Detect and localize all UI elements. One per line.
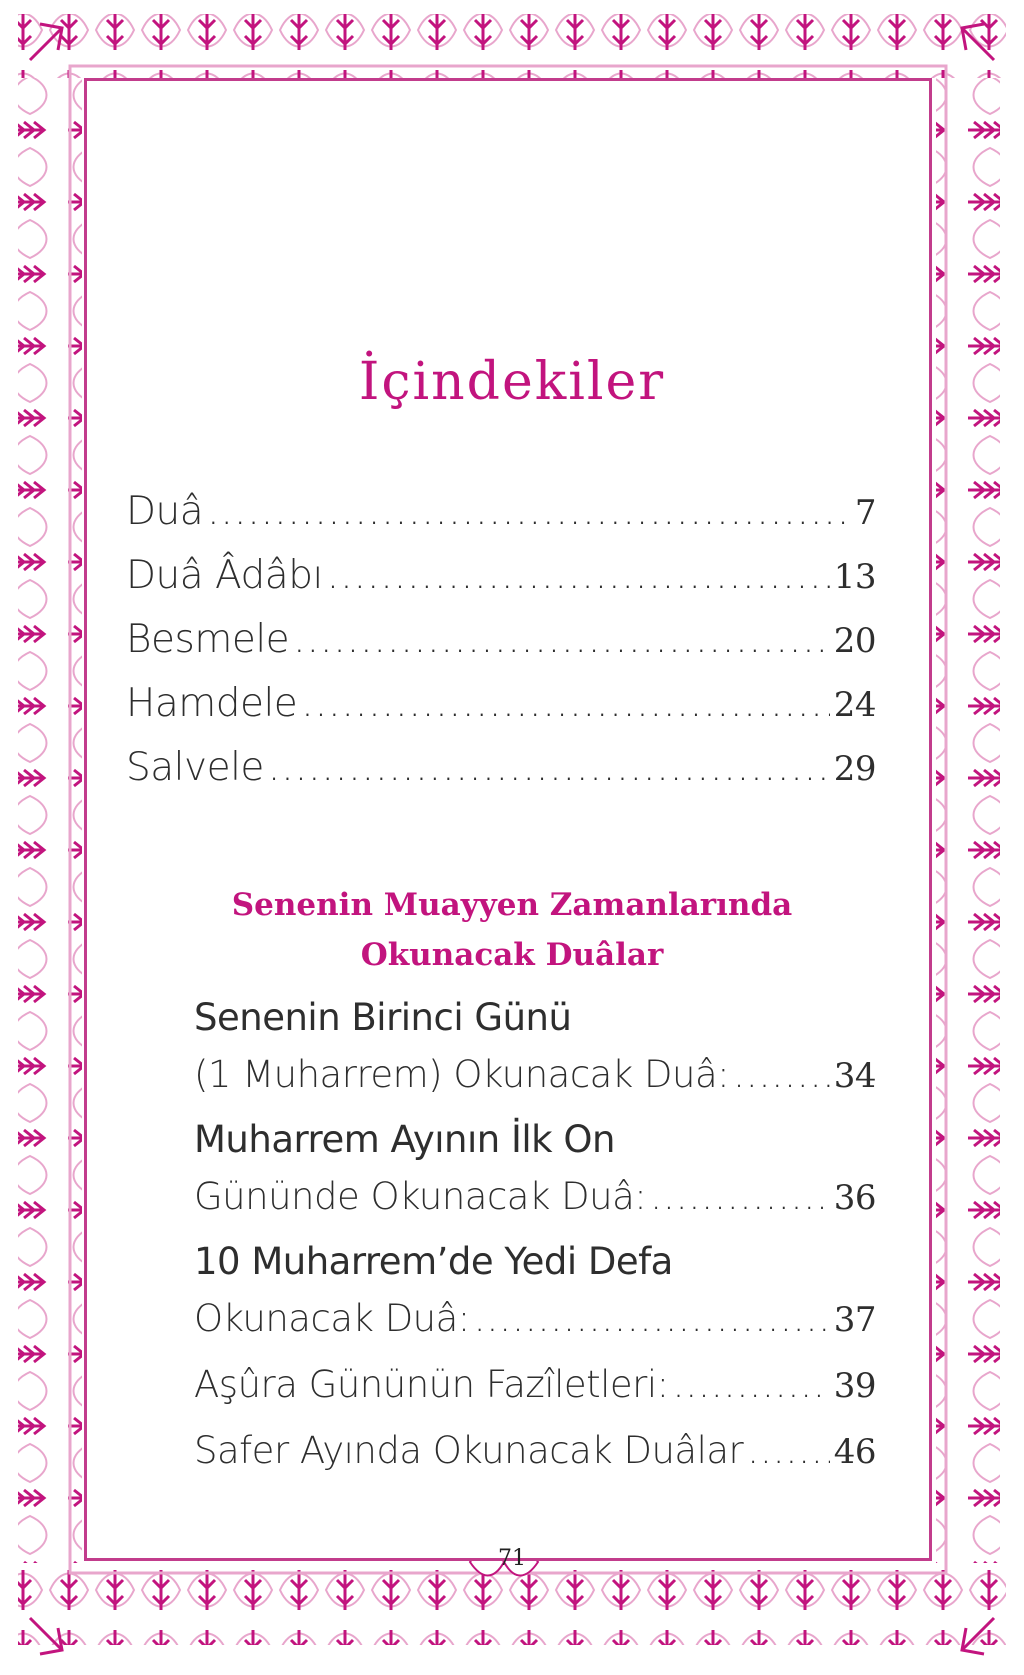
toc-entry-line1: Senenin Birinci Günü [194, 996, 572, 1039]
dot-leader [474, 1290, 830, 1348]
toc-entry-label: Gününde Okunacak Duâ: [194, 1175, 647, 1218]
toc-item[interactable] [126, 544, 876, 608]
section-toc-list [194, 990, 876, 1488]
toc-item-page: 20 [833, 621, 876, 661]
dot-leader [733, 1046, 830, 1104]
toc-entry[interactable] [194, 1422, 876, 1480]
toc-entry-line1: 10 Muharrem’de Yedi Defa [194, 1240, 673, 1283]
toc-entry-page: 37 [833, 1300, 876, 1340]
toc-entry-page: 36 [833, 1178, 876, 1218]
toc-entry-label: Aşûra Gününün Fazîletleri: [194, 1363, 669, 1406]
toc-item-label: Duâ Âdâbı [126, 553, 323, 598]
dot-leader [268, 736, 830, 800]
dot-leader [207, 480, 851, 544]
toc-entry-label: Safer Ayında Okunacak Duâlar [194, 1429, 744, 1472]
toc-item-label: Salvele [126, 745, 264, 790]
toc-entry[interactable] [194, 1112, 876, 1226]
toc-entry[interactable] [194, 1234, 876, 1348]
toc-entry-page: 39 [833, 1366, 876, 1406]
toc-entry-page: 46 [833, 1432, 876, 1472]
toc-list [126, 480, 876, 800]
toc-item[interactable] [126, 608, 876, 672]
toc-item[interactable] [126, 672, 876, 736]
section-heading-line2: Okunacak Duâlar [360, 937, 664, 973]
toc-item-page: 7 [854, 493, 876, 533]
toc-entry-page: 34 [833, 1056, 876, 1096]
toc-entry-label: (1 Muharrem) Okunacak Duâ: [194, 1053, 730, 1096]
toc-item-label: Besmele [126, 617, 290, 662]
dot-leader [747, 1422, 829, 1480]
page-title: İçindekiler [358, 352, 666, 412]
dot-leader [327, 544, 830, 608]
toc-item-page: 24 [833, 685, 876, 725]
toc-item-label: Hamdele [126, 681, 298, 726]
toc-item[interactable] [126, 480, 876, 544]
toc-entry[interactable] [194, 1356, 876, 1414]
section-heading-line1: Senenin Muayyen Zamanlarında [231, 887, 793, 923]
dot-leader [673, 1356, 830, 1414]
toc-item-page: 13 [833, 557, 876, 597]
toc-entry[interactable] [194, 990, 876, 1104]
dot-leader [293, 608, 830, 672]
section-heading [0, 880, 1024, 980]
toc-entry-label: Okunacak Duâ: [194, 1297, 470, 1340]
dot-leader [301, 672, 829, 736]
toc-item-page: 29 [833, 749, 876, 789]
toc-entry-line1: Muharrem Ayının İlk On [194, 1118, 615, 1161]
page-number: 71 [498, 1546, 526, 1571]
dot-leader [650, 1168, 829, 1226]
toc-item-label: Duâ [126, 489, 204, 534]
toc-item[interactable] [126, 736, 876, 800]
